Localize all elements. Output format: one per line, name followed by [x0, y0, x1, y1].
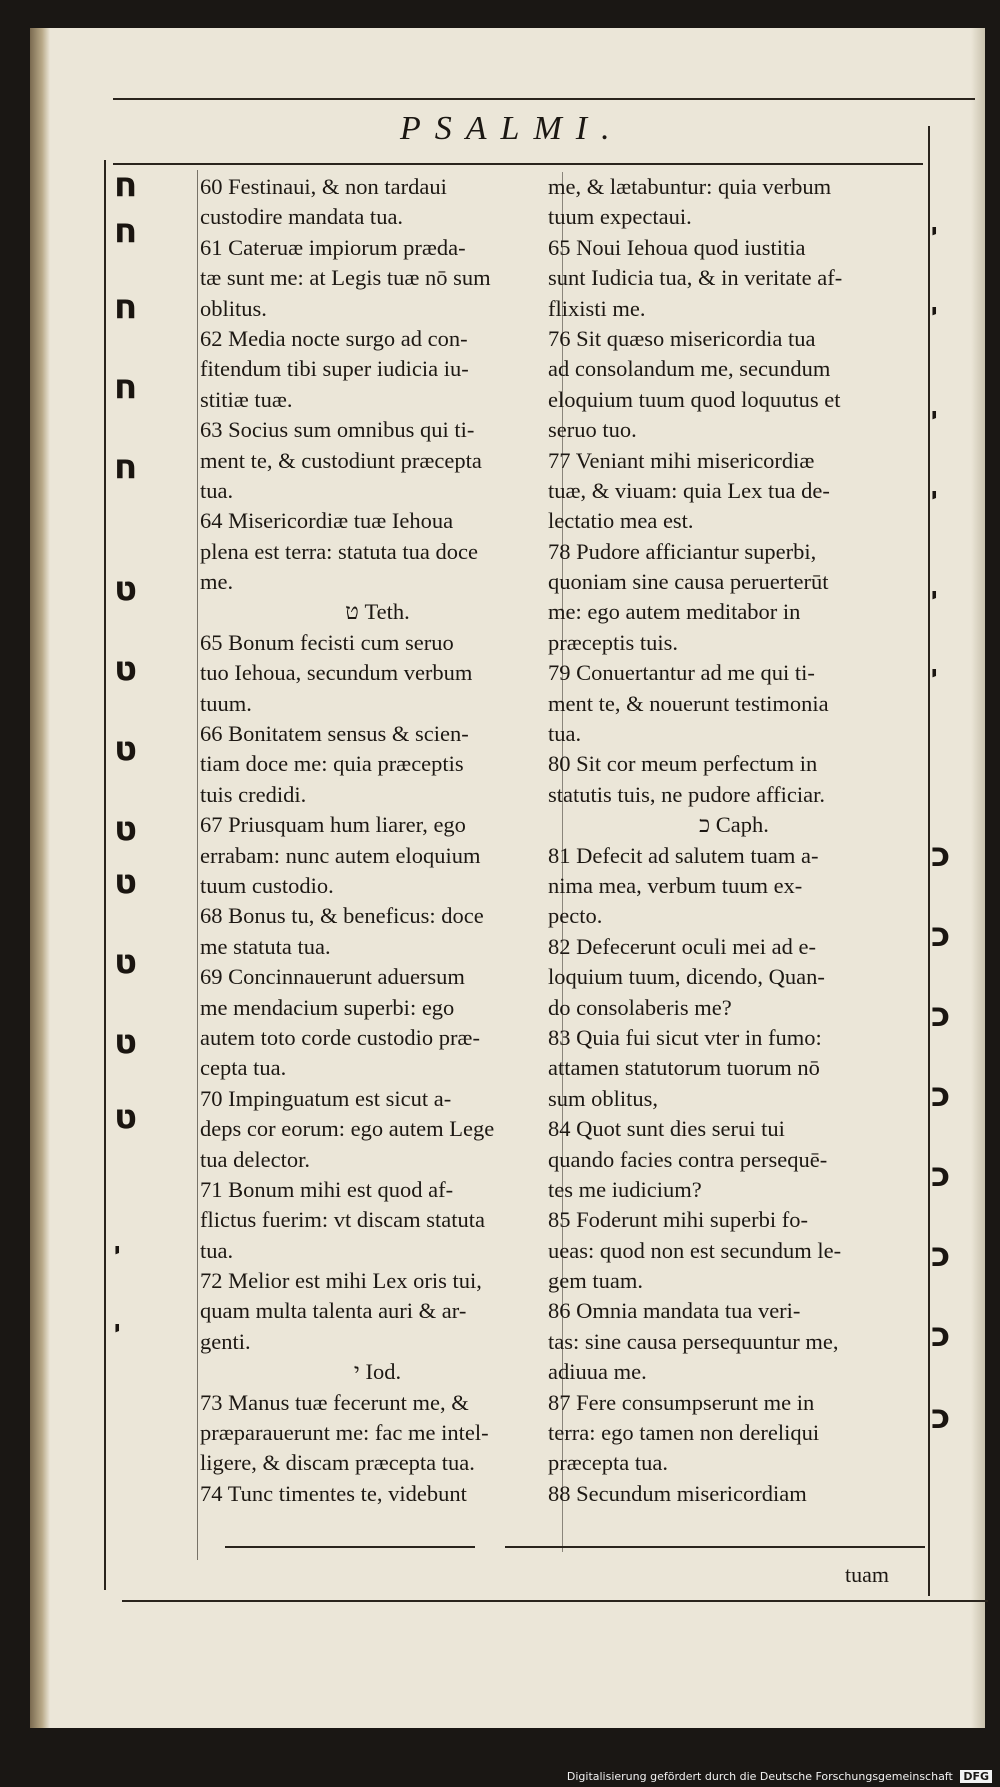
text-line: 67 Priusquam hum liarer, ego: [200, 812, 466, 838]
text-line: 72 Melior est mihi Lex oris tui,: [200, 1268, 482, 1294]
text-line: attamen statutorum tuorum nō: [548, 1055, 820, 1081]
text-line: tua delector.: [200, 1146, 310, 1172]
text-line: tuum expectaui.: [548, 204, 692, 230]
hebrew-letter-mark: י: [931, 662, 938, 687]
text-line: errabam: nunc autem eloquium: [200, 842, 481, 868]
hebrew-letter-mark: ט: [114, 1022, 138, 1062]
text-line: 87 Fere consumpserunt me in: [548, 1389, 815, 1415]
text-line: ט Teth.: [345, 599, 410, 625]
text-line: 81 Defecit ad salutem tuam a-: [548, 842, 819, 868]
text-line: 86 Omnia mandata tua veri-: [548, 1298, 801, 1324]
text-line: seruo tuo.: [548, 417, 637, 443]
text-line: 69 Concinnauerunt aduersum: [200, 964, 465, 990]
hebrew-letter-mark: י: [931, 484, 938, 509]
hebrew-letter-mark: י: [114, 1239, 121, 1264]
right-text-column: [548, 172, 920, 1509]
text-line: quoniam sine causa peruerterūt: [548, 569, 829, 595]
text-line: tuæ, & viuam: quia Lex tua de-: [548, 477, 830, 503]
text-line: pecto.: [548, 903, 603, 929]
text-line: 66 Bonitatem sensus & scien-: [200, 721, 469, 747]
text-line: tuo Iehoua, secundum verbum: [200, 660, 473, 686]
text-line: 88 Secundum misericordiam: [548, 1480, 807, 1506]
bottom-rule-short: [225, 1546, 475, 1548]
text-line: sum oblitus,: [548, 1085, 659, 1111]
text-line: 65 Noui Iehoua quod iustitia: [548, 234, 806, 260]
text-line: tiam doce me: quia præceptis: [200, 751, 464, 777]
hebrew-letter-mark: כ: [931, 1235, 951, 1275]
hebrew-letter-mark: י: [931, 584, 938, 609]
hebrew-letter-mark: י: [931, 220, 938, 245]
text-line: me mendacium superbi: ego: [200, 994, 455, 1020]
text-line: custodire mandata tua.: [200, 204, 404, 230]
text-line: genti.: [200, 1328, 251, 1354]
hebrew-letter-mark: כ: [931, 1397, 951, 1437]
left-frame-rule: [104, 160, 106, 1590]
text-line: me statuta tua.: [200, 933, 331, 959]
hebrew-letter-mark: ט: [114, 862, 138, 902]
text-line: 77 Veniant mihi misericordiæ: [548, 447, 815, 473]
digitization-credit-text: Digitalisierung gefördert durch die Deutsche Forschungsgemeinschaft: [566, 1770, 953, 1783]
text-line: cepta tua.: [200, 1055, 287, 1081]
text-line: י Iod.: [353, 1359, 402, 1385]
text-line: stitiæ tuæ.: [200, 386, 293, 412]
text-line: tuum custodio.: [200, 872, 334, 898]
left-margin-letters: [108, 0, 158, 1560]
text-line: tua.: [200, 1237, 234, 1263]
text-line: ment te, & custodiunt præcepta: [200, 447, 482, 473]
text-line: quando facies contra persequē-: [548, 1146, 828, 1172]
head-rule: [113, 163, 923, 165]
text-line: tas: sine causa persequuntur me,: [548, 1328, 839, 1354]
hebrew-letter-mark: ח: [114, 287, 138, 327]
hebrew-letter-mark: י: [114, 1317, 121, 1342]
hebrew-letter-mark: י: [931, 404, 938, 429]
text-line: oblitus.: [200, 295, 267, 321]
text-line: præceptis tuis.: [548, 629, 678, 655]
catchword: tuam: [845, 1562, 889, 1587]
bottom-rule: [122, 1600, 988, 1602]
text-line: ad consolandum me, secundum: [548, 356, 831, 382]
text-line: loquium tuum, dicendo, Quan-: [548, 964, 825, 990]
text-line: flixisti me.: [548, 295, 646, 321]
text-line: flictus fuerim: vt discam statuta: [200, 1207, 485, 1233]
text-line: 62 Media nocte surgo ad con-: [200, 325, 468, 351]
hebrew-letter-mark: ט: [114, 1097, 138, 1137]
text-line: 79 Conuertantur ad me qui ti-: [548, 660, 815, 686]
text-line: tua.: [548, 721, 582, 747]
text-line: deps cor eorum: ego autem Lege: [200, 1116, 495, 1142]
text-line: כ Caph.: [699, 812, 769, 838]
hebrew-letter-mark: כ: [931, 1075, 951, 1115]
hebrew-letter-mark: כ: [931, 1155, 951, 1195]
hebrew-letter-mark: ח: [114, 165, 138, 205]
hebrew-letter-mark: ט: [114, 569, 138, 609]
hebrew-letter-mark: כ: [931, 915, 951, 955]
hebrew-letter-mark: ט: [114, 809, 138, 849]
text-line: nima mea, verbum tuum ex-: [548, 872, 803, 898]
right-margin-letters: [925, 0, 975, 1560]
text-line: 84 Quot sunt dies serui tui: [548, 1116, 785, 1142]
text-line: tuum.: [200, 690, 252, 716]
text-line: fitendum tibi super iudicia iu-: [200, 356, 469, 382]
hebrew-letter-mark: ט: [114, 729, 138, 769]
top-rule: [113, 98, 975, 100]
text-line: 68 Bonus tu, & beneficus: doce: [200, 903, 484, 929]
text-line: quam multa talenta auri & ar-: [200, 1298, 467, 1324]
hebrew-letter-mark: ח: [114, 367, 138, 407]
text-line: autem toto corde custodio præ-: [200, 1024, 480, 1050]
text-line: me: ego autem meditabor in: [548, 599, 801, 625]
text-line: tes me iudicium?: [548, 1176, 702, 1202]
text-line: ment te, & nouerunt testimonia: [548, 690, 829, 716]
book-spine: [30, 28, 50, 1728]
text-line: 65 Bonum fecisti cum seruo: [200, 629, 454, 655]
text-line: do consolaberis me?: [548, 994, 732, 1020]
text-line: sunt Iudicia tua, & in veritate af-: [548, 265, 843, 291]
text-line: præparauerunt me: fac me intel-: [200, 1420, 489, 1446]
text-line: 76 Sit quæso misericordia tua: [548, 325, 816, 351]
text-line: terra: ego tamen non dereliqui: [548, 1420, 820, 1446]
text-line: 85 Foderunt mihi superbi fo-: [548, 1207, 808, 1233]
text-line: statutis tuis, ne pudore afficiar.: [548, 781, 826, 807]
text-line: 82 Defecerunt oculi mei ad e-: [548, 933, 817, 959]
left-text-column: [200, 172, 555, 1509]
text-line: adiuua me.: [548, 1359, 647, 1385]
hebrew-letter-mark: כ: [931, 995, 951, 1035]
text-line: 83 Quia fui sicut vter in fumo:: [548, 1024, 822, 1050]
text-line: 63 Socius sum omnibus qui ti-: [200, 417, 475, 443]
text-line: ueas: quod non est secundum le-: [548, 1237, 842, 1263]
hebrew-letter-mark: ח: [114, 447, 138, 487]
text-line: plena est terra: statuta tua doce: [200, 538, 478, 564]
text-line: me.: [200, 569, 234, 595]
dfg-logo: DFG: [960, 1770, 992, 1783]
text-line: præcepta tua.: [548, 1450, 668, 1476]
text-line: tuis credidi.: [200, 781, 307, 807]
hebrew-letter-mark: ט: [114, 942, 138, 982]
text-line: lectatio mea est.: [548, 508, 694, 534]
digitization-credit: [567, 1770, 992, 1783]
text-line: 74 Tunc timentes te, videbunt: [200, 1480, 467, 1506]
text-line: tua.: [200, 477, 234, 503]
hebrew-letter-mark: כ: [931, 835, 951, 875]
text-line: ligere, & discam præcepta tua.: [200, 1450, 475, 1476]
text-line: 61 Cateruæ impiorum præda-: [200, 234, 466, 260]
running-head: PSALMI.: [400, 110, 624, 147]
text-line: 80 Sit cor meum perfectum in: [548, 751, 818, 777]
bottom-rule-short-2: [505, 1546, 925, 1548]
text-line: 78 Pudore afficiantur superbi,: [548, 538, 817, 564]
text-line: tæ sunt me: at Legis tuæ nō sum: [200, 265, 491, 291]
hebrew-letter-mark: כ: [931, 1315, 951, 1355]
text-line: 70 Impinguatum est sicut a-: [200, 1085, 452, 1111]
hebrew-letter-mark: י: [931, 300, 938, 325]
text-line: 71 Bonum mihi est quod af-: [200, 1176, 454, 1202]
text-line: 60 Festinaui, & non tardaui: [200, 174, 447, 199]
hebrew-letter-mark: ח: [114, 211, 138, 251]
text-line: gem tuam.: [548, 1268, 643, 1294]
text-line: me, & lætabuntur: quia verbum: [548, 174, 832, 199]
margin-rule-left: [197, 170, 198, 1560]
hebrew-letter-mark: ט: [114, 649, 138, 689]
text-line: 64 Misericordiæ tuæ Iehoua: [200, 508, 454, 534]
text-line: 73 Manus tuæ fecerunt me, &: [200, 1389, 469, 1415]
text-line: eloquium tuum quod loquutus et: [548, 386, 841, 412]
